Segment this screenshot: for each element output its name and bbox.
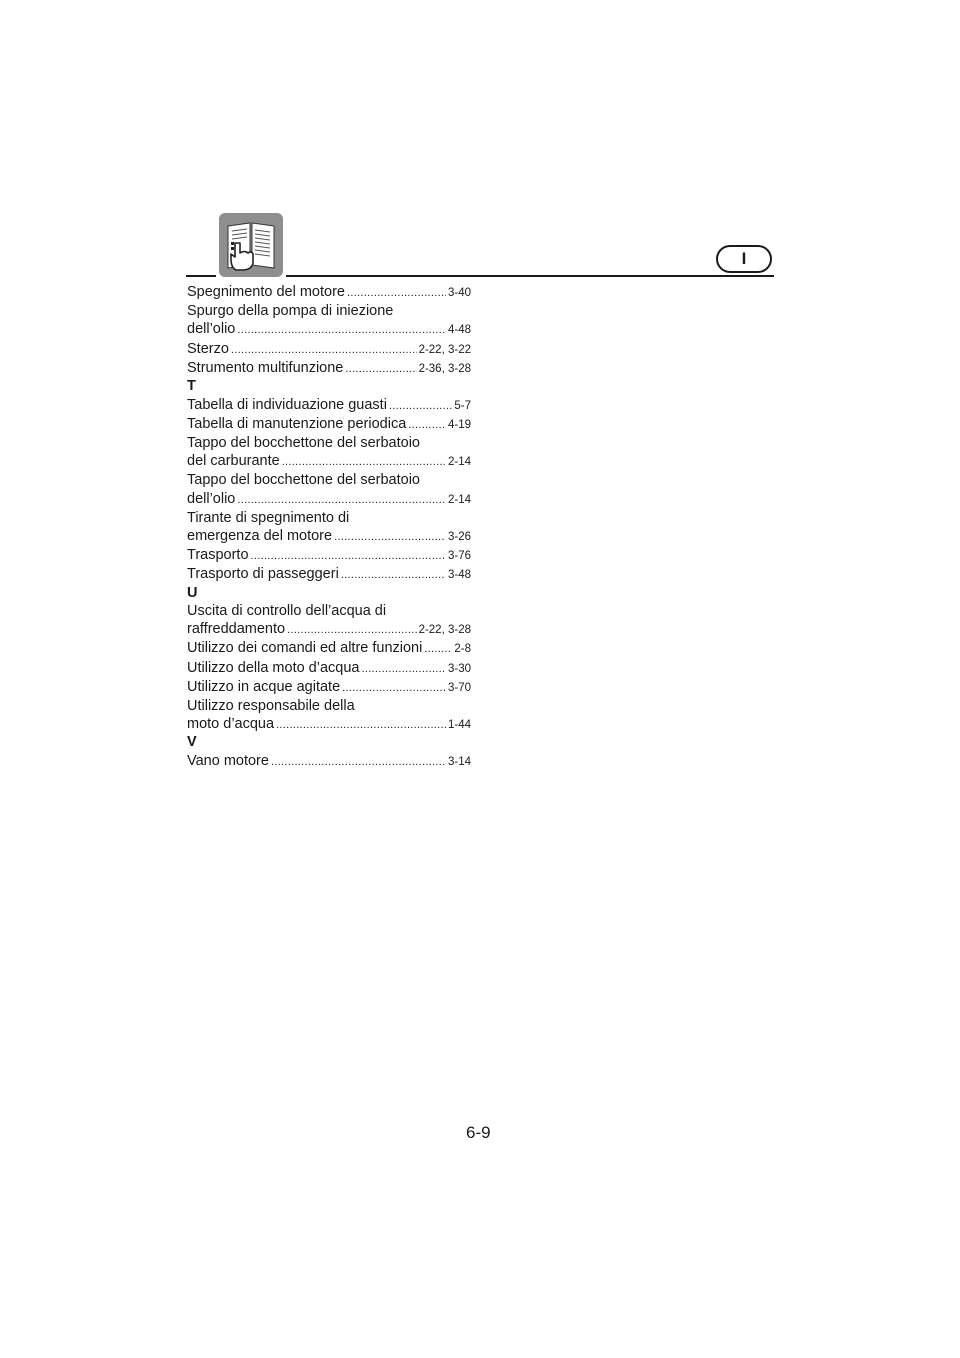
index-term-line1: Tappo del bocchettone del serbatoio	[187, 434, 420, 451]
index-term: del carburante	[187, 453, 280, 470]
index-term-line1: Uscita di controllo dell’acqua di	[187, 603, 387, 620]
index-pages: 3-14	[447, 755, 471, 768]
index-pages: 2-8	[454, 643, 471, 656]
page-number: 6-9	[466, 1123, 491, 1142]
index-entry-uscita-controllo	[187, 620, 471, 639]
index-term-line1: Tirante di spegnimento di	[187, 509, 350, 526]
index-entry-vano-motore	[187, 752, 471, 771]
dot-leader	[287, 621, 416, 639]
index-pages: 5-7	[454, 399, 471, 412]
index-term: Tabella di individuazione guasti	[187, 396, 387, 413]
index-term: moto d’acqua	[187, 716, 275, 733]
index-pages: 1-44	[447, 719, 471, 732]
index-pages: 2-14	[447, 456, 471, 469]
index-term: Utilizzo dei comandi ed altre funzioni	[187, 640, 423, 657]
dot-leader	[334, 528, 446, 546]
index-term: Vano motore	[187, 752, 269, 769]
index-term: Trasporto	[187, 547, 249, 564]
index-entry-utilizzo-comandi	[187, 639, 471, 658]
dot-leader	[408, 416, 446, 434]
dot-leader	[389, 397, 452, 415]
index-pages: 3-70	[447, 681, 471, 694]
index-term-line1: Spurgo della pompa di iniezione	[187, 303, 394, 320]
index-term: Trasporto di passeggeri	[187, 566, 339, 583]
dot-leader	[361, 660, 445, 678]
index-pages: 3-40	[447, 287, 471, 299]
index-term: raffreddamento	[187, 621, 286, 638]
index-entry-spegnimento-motore	[187, 283, 471, 302]
index-pages: 3-48	[447, 569, 471, 582]
index-entry-utilizzo-moto	[187, 659, 471, 678]
index-entry-trasporto	[187, 546, 471, 565]
index-pages: 2-14	[447, 493, 471, 506]
index-term: Spegnimento del motore	[187, 284, 345, 300]
dot-leader	[424, 640, 452, 658]
index-pages: 2-22, 3-22	[418, 343, 471, 356]
index-pages: 2-36, 3-28	[418, 362, 471, 375]
index-entry-tabella-guasti	[187, 396, 471, 415]
dot-leader	[237, 321, 446, 339]
index-term: emergenza del motore	[187, 527, 333, 544]
index-book-icon	[219, 213, 283, 277]
index-list	[187, 283, 471, 771]
header-rule-left	[186, 275, 216, 277]
dot-leader	[276, 716, 446, 734]
index-pages: 4-48	[447, 324, 471, 337]
index-entry-utilizzo-responsabile	[187, 715, 471, 734]
index-term: dell’olio	[187, 321, 236, 338]
index-letter-heading: U	[187, 584, 198, 601]
index-term-line1: Tappo del bocchettone del serbatoio	[187, 472, 420, 489]
index-term: Strumento multifunzione	[187, 359, 344, 376]
index-entry-tappo-carburante	[187, 452, 471, 471]
index-pages: 3-76	[447, 550, 471, 563]
dot-leader	[271, 753, 446, 771]
dot-leader	[347, 284, 446, 302]
dot-leader	[341, 566, 446, 584]
index-term-line1: Utilizzo responsabile della	[187, 698, 355, 715]
index-entry-strumento-multifunzione	[187, 359, 471, 378]
index-term: Utilizzo della moto d’acqua	[187, 659, 360, 676]
index-entry-tappo-olio	[187, 490, 471, 509]
index-pages: 2-22, 3-28	[418, 624, 471, 637]
dot-leader	[282, 453, 446, 471]
index-entry-tirante	[187, 527, 471, 546]
index-term: Utilizzo in acque agitate	[187, 678, 341, 695]
index-entry-trasporto-passeggeri	[187, 565, 471, 584]
index-pages: 3-26	[447, 530, 471, 543]
dot-leader	[342, 679, 446, 697]
index-pages: 3-30	[447, 662, 471, 675]
index-term: Tabella di manutenzione periodica	[187, 415, 407, 432]
index-entry-tabella-manutenzione	[187, 415, 471, 434]
dot-leader	[237, 491, 446, 509]
index-entry-sterzo	[187, 340, 471, 359]
index-entry-utilizzo-acque	[187, 678, 471, 697]
index-letter-heading: T	[187, 378, 196, 395]
index-entry-spurgo-pompa	[187, 320, 471, 339]
dot-leader	[251, 547, 446, 565]
dot-leader	[231, 341, 417, 359]
header-rule-right	[286, 275, 774, 277]
language-badge: I	[716, 245, 772, 273]
index-pages: 4-19	[447, 418, 471, 431]
index-letter-heading: V	[187, 734, 197, 751]
index-term: Sterzo	[187, 340, 229, 357]
index-term: dell’olio	[187, 490, 236, 507]
dot-leader	[345, 360, 416, 378]
